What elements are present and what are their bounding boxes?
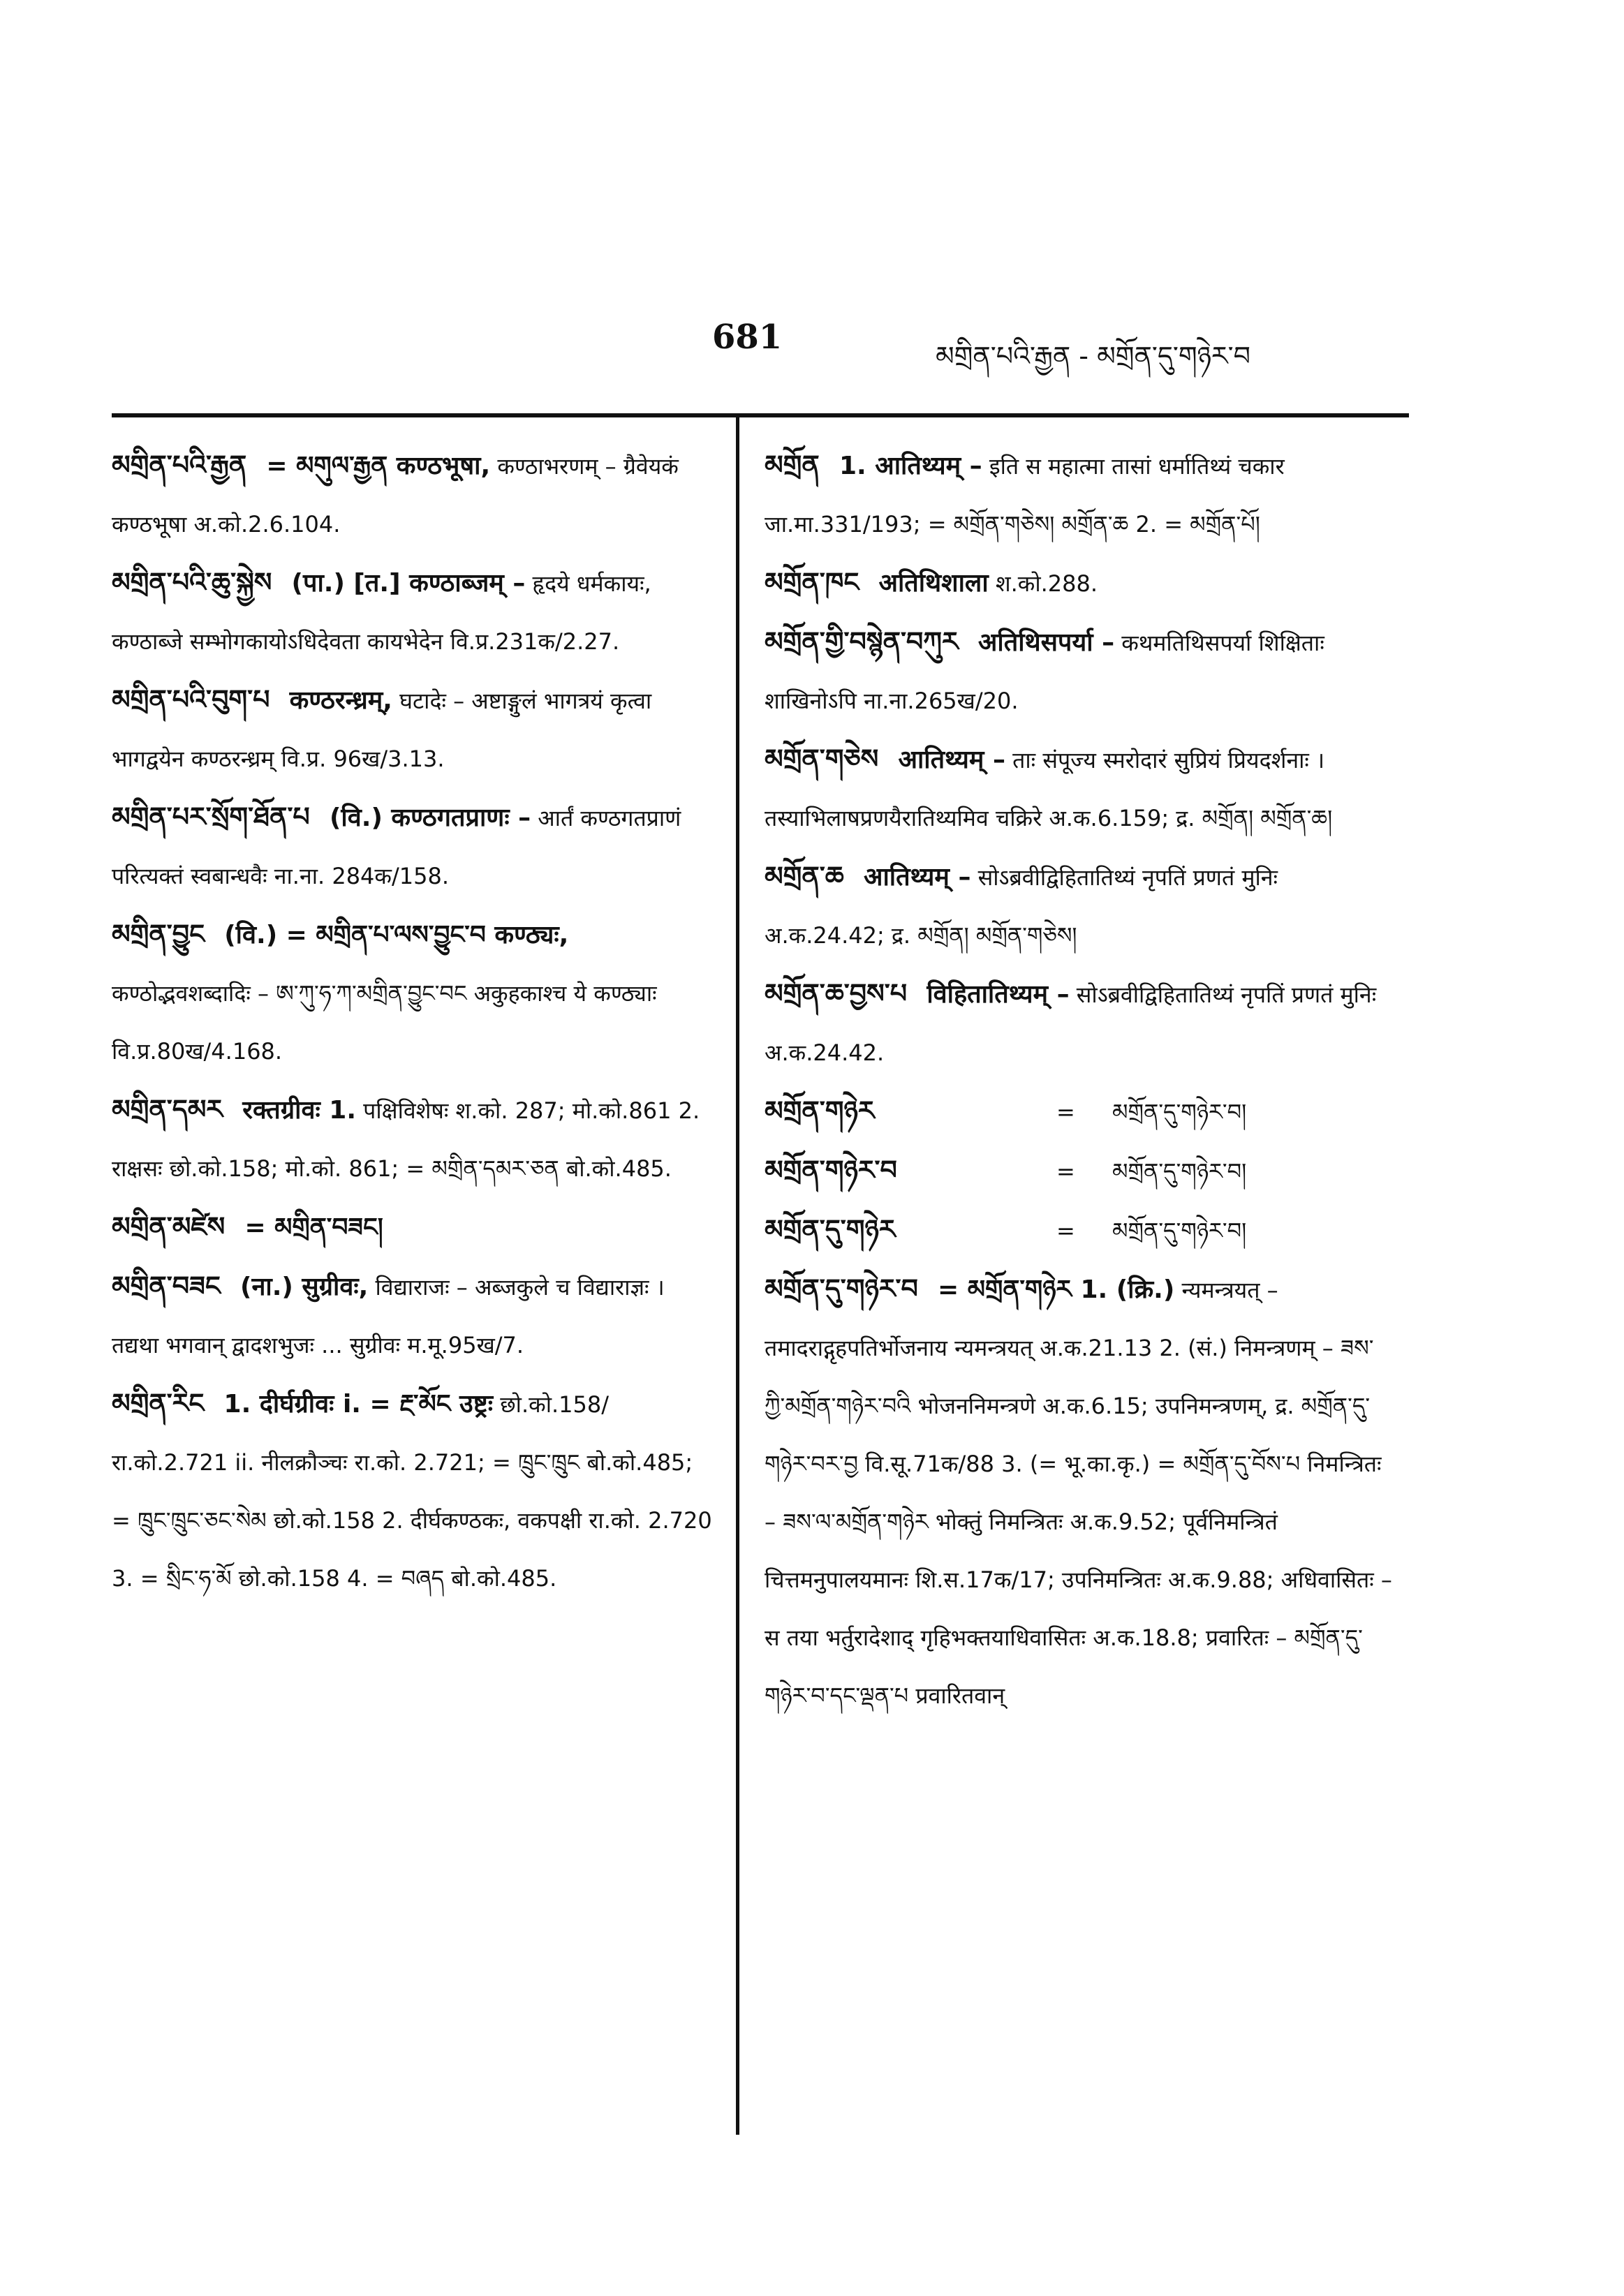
cross-reference-target: མགྲོན་དུ་གཉེར་བ། bbox=[1112, 1158, 1247, 1185]
dictionary-entry bbox=[112, 1198, 712, 1257]
entry-headword: མགྲོན་ཁང bbox=[765, 567, 859, 598]
entry-equivalent: (पा.) [त.] कण्ठाब्जम् – bbox=[291, 569, 526, 598]
column-divider bbox=[736, 417, 739, 2135]
entry-headword: མགྲོན་གཉེར bbox=[765, 1095, 875, 1126]
entry-headword: མགྲོན་གཅེས bbox=[765, 743, 879, 774]
entry-definition: छो.को.158/रा.को.2.721 ii. नीलक्रौञ्चः रा.को. 2.721; = ཁྲུང་ཁྲུང बो.को.485; = ཁྲུང་ཁྲུང་ཅང་སེམ छो.को.158 2. दीर्घकण्ठकः, वकपक्षी रा.को. 2.720 3. = སྲིང་ཧ་མོ छो.को.158 4. = བཞད बो.को.485. bbox=[112, 1391, 712, 1592]
dictionary-entry bbox=[765, 1260, 1393, 1725]
entry-headword: མགྲིན་མཛེས bbox=[112, 1211, 226, 1242]
entry-headword: མགྲོན་གཉེར་བ bbox=[765, 1155, 897, 1185]
entry-definition: कथमतिथिसपर्या शिक्षिताः शाखिनोऽपि ना.ना.265ख/20. bbox=[765, 630, 1324, 714]
entry-definition: विद्याराजः – अब्जकुले च विद्याराज्ञः । तद्यथा भगवान् द्वादशभुजः ... सुग्रीवः म.मू.95ख/7. bbox=[112, 1274, 665, 1358]
entry-equivalent: (वि.) = མགྲིན་པ་ལས་བྱུང་བ कण्ठ्यः, bbox=[224, 921, 569, 949]
entry-headword: མགྲིན་བཟང bbox=[112, 1271, 221, 1301]
cross-reference-row bbox=[765, 1201, 1393, 1260]
entry-definition: पक्षिविशेषः श.को. 287; मो.को.861 2. राक्षसः छो.को.158; मो.को. 861; = མགྲིན་དམར་ཅན बो.को.485. bbox=[112, 1097, 700, 1182]
dictionary-entry bbox=[765, 613, 1393, 730]
entry-equivalent: आतिथ्यम् – bbox=[898, 746, 1005, 774]
entry-definition: सोऽब्रवीद्विहितातिथ्यं नृपतिं प्रणतं मुनिः अ.क.24.42. bbox=[765, 982, 1377, 1066]
entry-definition: ताः संपूज्य स्मरोदारं सुप्रियं प्रियदर्शनाः । तस्याभिलाषप्रणयैरातिथ्यमिव चक्रिरे अ.क.6.159; द्र. མགྲོན། མགྲོན་ཆ། bbox=[765, 747, 1333, 831]
entry-equivalent: = མགུལ་རྒྱན कण्ठभूषा, bbox=[266, 452, 491, 480]
equals-sign: = bbox=[1056, 1158, 1075, 1185]
entry-definition: आर्तं कण्ठगतप्राणं परित्यक्तं स्वबान्धवैः ना.ना. 284क/158. bbox=[112, 805, 681, 889]
entry-headword: མགྲིན་རིང bbox=[112, 1388, 205, 1419]
left-column bbox=[112, 436, 712, 1608]
entry-headword: མགྲིན་པའི་ཆུ་སྐྱེས bbox=[112, 567, 272, 598]
entry-definition: इति स महात्मा तासां धर्मातिथ्यं चकार जा.मा.331/193; = མགྲོན་གཅེས། མགྲོན་ཆ 2. = མགྲོན་པོ། bbox=[765, 453, 1285, 538]
cross-reference-target: མགྲོན་དུ་གཉེར་བ། bbox=[1112, 1217, 1247, 1244]
dictionary-entry bbox=[765, 436, 1393, 554]
entry-headword: མགྲོན་དུ་གཉེར bbox=[765, 1214, 896, 1245]
cross-reference-row bbox=[765, 1141, 1393, 1201]
dictionary-entry bbox=[765, 730, 1393, 847]
entry-headword: མགྲོན bbox=[765, 450, 820, 480]
entry-headword: མགྲིན་པར་སྲོག་ཐོན་པ bbox=[112, 801, 310, 832]
entry-headword: མགྲིན་བྱུང bbox=[112, 919, 205, 949]
dictionary-entry bbox=[112, 1375, 712, 1608]
entry-definition: श.को.288. bbox=[995, 570, 1098, 597]
dictionary-entry bbox=[765, 847, 1393, 965]
entry-equivalent: 1. दीर्घग्रीवः i. = རྔ་མོང उष्ट्रः bbox=[223, 1390, 494, 1419]
entry-definition: हृदये धर्मकायः, कण्ठाब्जे सम्भोगकायोऽधिदेवता कायभेदेन वि.प्र.231क/2.27. bbox=[112, 570, 651, 655]
entry-equivalent: विहितातिथ्यम् – bbox=[927, 980, 1070, 1009]
entry-equivalent: = མགྲིན་བཟང། bbox=[244, 1213, 383, 1242]
entry-equivalent: 1. आतिथ्यम् – bbox=[839, 452, 982, 480]
equals-sign: = bbox=[1056, 1099, 1075, 1125]
entry-headword: མགྲོན་གྱི་བསྙེན་བཀུར bbox=[765, 626, 959, 657]
dictionary-entry bbox=[765, 965, 1393, 1082]
entry-headword: མགྲིན་དམར bbox=[112, 1094, 223, 1125]
dictionary-entry bbox=[112, 436, 712, 554]
entry-headword: མགྲོན་ཆ bbox=[765, 861, 844, 891]
right-column bbox=[765, 436, 1393, 1725]
entry-definition: सोऽब्रवीद्विहितातिथ्यं नृपतिं प्रणतं मुनिः अ.क.24.42; द्र. མགྲོན། མགྲོན་གཅེས། bbox=[765, 864, 1278, 949]
dictionary-entry bbox=[112, 554, 712, 671]
entry-definition: न्यमन्त्रयत् – तमादराद्गृहपतिर्भोजनाय न्यमन्त्रयत् अ.क.21.13 2. (सं.) निमन्त्रणम् – ཟས་ཀྱི་མགྲོན་གཉེར་བའི भोजननिमन्त्रणे अ.क.6.15; उपनिमन्त्रणम्, द्र. མགྲོན་དུ་གཉེར་བར་བྱ वि.सू.71क/88 3. (= भू.का.कृ.) = མགྲོན་དུ་བོས་པ निमन्त्रितः – ཟས་ལ་མགྲོན་གཉེར भोक्तुं निमन्त्रितः अ.क.9.52; पूर्वनिमन्त्रितं चित्तमनुपालयमानः शि.स.17क/17; उपनिमन्त्रितः अ.क.9.88; अधिवासितः – स तया भर्तुरादेशाद् गृहिभक्तयाधिवासितः अ.क.18.8; प्रवारितः – མགྲོན་དུ་གཉེར་བ་དང་ལྡན་པ प्रवारितवान् bbox=[765, 1277, 1392, 1709]
entry-headword: མགྲིན་པའི་རྒྱན bbox=[112, 450, 247, 480]
cross-reference-target: མགྲོན་དུ་གཉེར་བ། bbox=[1112, 1099, 1247, 1125]
dictionary-entry bbox=[112, 905, 712, 1081]
entry-definition: कण्ठाभरणम् – ग्रैवेयकं कण्ठभूषा अ.को.2.6.104. bbox=[112, 453, 679, 538]
entry-equivalent: रक्तग्रीवः 1. bbox=[242, 1096, 356, 1125]
entry-equivalent: आतिथ्यम् – bbox=[863, 863, 971, 891]
cross-reference-row bbox=[765, 1082, 1393, 1141]
dictionary-entry bbox=[765, 554, 1393, 613]
page-number: 681 bbox=[712, 318, 783, 357]
entry-equivalent: अतिथिशाला bbox=[878, 569, 989, 598]
equals-sign: = bbox=[1056, 1217, 1075, 1244]
entry-headword: མགྲིན་པའི་བུག་པ bbox=[112, 684, 270, 715]
dictionary-entry bbox=[112, 1081, 712, 1198]
entry-headword: མགྲོན་ཆ་བྱས་པ bbox=[765, 978, 908, 1009]
top-rule bbox=[112, 413, 1409, 417]
dictionary-entry bbox=[112, 671, 712, 788]
dictionary-entry bbox=[112, 1257, 712, 1375]
entry-definition: घटादेः – अष्टाङ्गुलं भागत्रयं कृत्वा भागद्वयेन कण्ठरन्ध्रम् वि.प्र. 96ख/3.13. bbox=[112, 688, 652, 772]
entry-headword: མགྲོན་དུ་གཉེར་བ bbox=[765, 1273, 918, 1304]
entry-equivalent: (ना.) सुग्रीवः, bbox=[239, 1273, 369, 1301]
entry-equivalent: कण्ठरन्ध्रम्, bbox=[289, 686, 392, 715]
entry-equivalent: (वि.) कण्ठगतप्राणः – bbox=[329, 803, 531, 832]
entry-equivalent: = མགྲོན་གཉེར 1. (क्रि.) bbox=[938, 1275, 1175, 1304]
running-head: མགྲིན་པའི་རྒྱན - མགྲོན་དུ་གཉེར་བ bbox=[936, 341, 1250, 371]
entry-definition: कण्ठोद्भवशब्दादिः – ཨ་ཀུ་ཧ་ཀ་མགྲིན་བྱུང་བང अकुहकाश्च ये कण्ठ्याः वि.प्र.80ख/4.168. bbox=[112, 980, 657, 1065]
entry-equivalent: अतिथिसपर्या – bbox=[977, 628, 1115, 657]
dictionary-entry bbox=[112, 788, 712, 905]
